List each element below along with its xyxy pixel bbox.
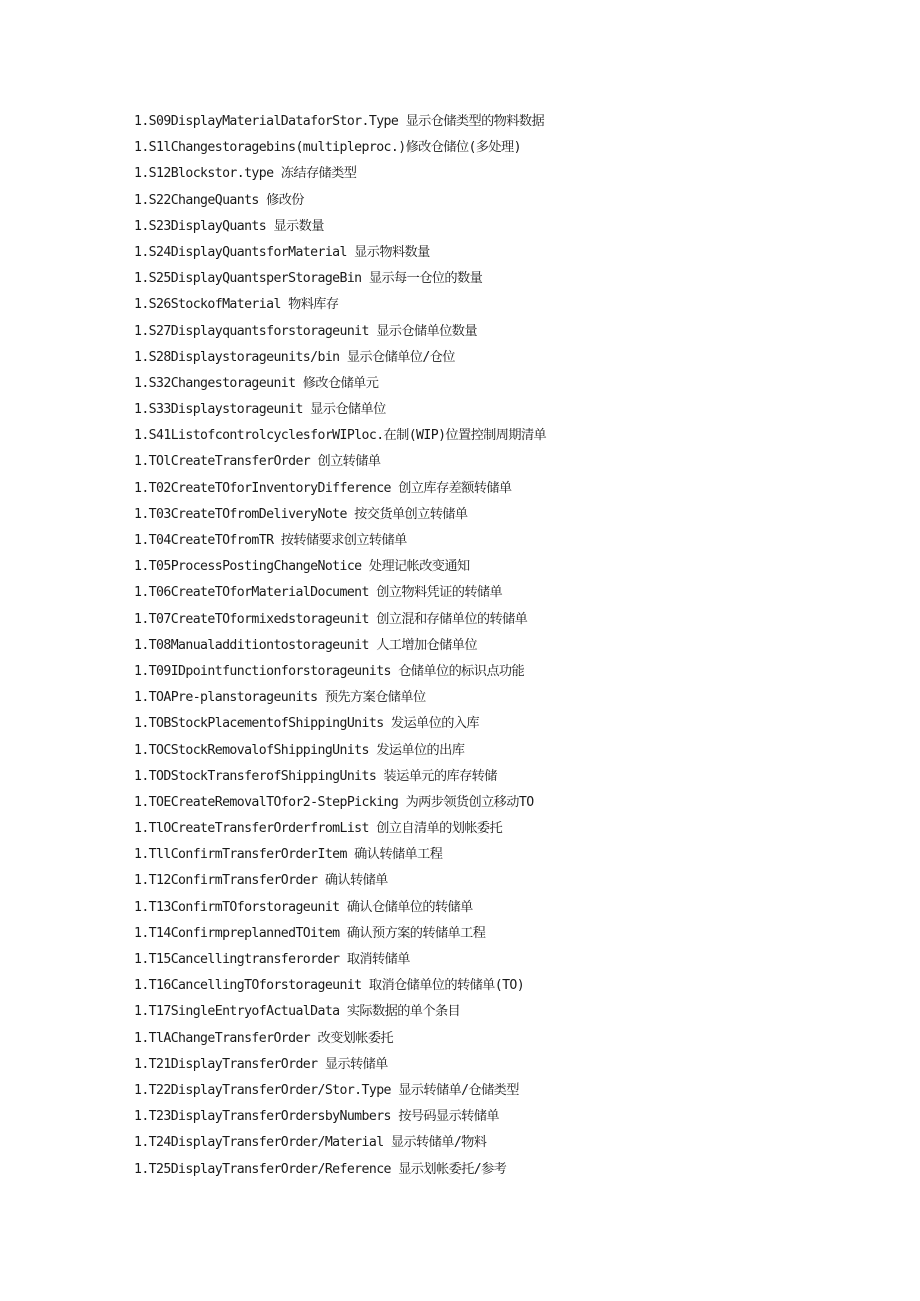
list-item: 1.TllConfirmTransferOrderItem 确认转储单工程 <box>134 847 443 863</box>
transaction-list <box>134 109 874 1183</box>
list-item: 1.TOBStockPlacementofShippingUnits 发运单位的入库 <box>134 716 479 732</box>
list-item: 1.S22ChangeQuants 修改份 <box>134 192 304 208</box>
list-item: 1.S33Displaystorageunit 显示仓储单位 <box>134 402 386 418</box>
list-item: 1.S25DisplayQuantsperStorageBin 显示每一仓位的数量 <box>134 271 483 287</box>
list-item: 1.TOAPre-planstorageunits 预先方案仓储单位 <box>134 690 426 706</box>
list-item: 1.T15Cancellingtransferorder 取消转储单 <box>134 952 410 967</box>
list-item: 1.T25DisplayTransferOrder/Reference 显示划帐委托/参考 <box>134 1161 507 1177</box>
list-item: 1.TlOCreateTransferOrderfromList 创立自清单的划帐委托 <box>134 821 503 837</box>
list-item: 1.S26StockofMaterial 物料库存 <box>134 297 339 313</box>
list-item: 1.T14ConfirmpreplannedTOitem 确认预方案的转储单工程 <box>134 925 486 941</box>
list-item: 1.S41ListofcontrolcyclesforWIPloc.在制(WIP)位置控制周期清单 <box>134 428 547 444</box>
list-item: 1.T08Manualadditiontostorageunit 人工增加仓储单位 <box>134 637 477 653</box>
list-item: 1.T06CreateTOforMaterialDocument 创立物料凭证的转储单 <box>134 585 503 601</box>
list-item: 1.T16CancellingTOforstorageunit 取消仓储单位的转储单(TO) <box>134 978 525 994</box>
list-item: 1.T12ConfirmTransferOrder 确认转储单 <box>134 873 388 889</box>
list-item: 1.T23DisplayTransferOrdersbyNumbers 按号码显示转储单 <box>134 1109 499 1125</box>
list-item: 1.T24DisplayTransferOrder/Material 显示转储单/物料 <box>134 1135 487 1151</box>
list-item: 1.S24DisplayQuantsforMaterial 显示物料数量 <box>134 244 430 260</box>
list-item: 1.T03CreateTOfromDeliveryNote 按交货单创立转储单 <box>134 506 468 522</box>
list-item: 1.TlAChangeTransferOrder 改变划帐委托 <box>134 1030 394 1046</box>
list-item: 1.S09DisplayMaterialDataforStor.Type 显示仓储类型的物料数据 <box>134 114 545 129</box>
list-item: 1.T22DisplayTransferOrder/Stor.Type 显示转储单/仓储类型 <box>134 1082 519 1098</box>
list-item: 1.S12Blockstor.type 冻结存储类型 <box>134 166 357 182</box>
list-item: 1.TOCStockRemovalofShippingUnits 发运单位的出库 <box>134 742 465 758</box>
list-item: 1.T05ProcessPostingChangeNotice 处理记帐改变通知 <box>134 559 470 575</box>
list-item: 1.T17SingleEntryofActualData 实际数据的单个条目 <box>134 1004 461 1020</box>
list-item: 1.T13ConfirmTOforstorageunit 确认仓储单位的转储单 <box>134 899 473 915</box>
list-item: 1.TODStockTransferofShippingUnits 装运单元的库存转储 <box>134 768 497 784</box>
list-item: 1.T09IDpointfunctionforstorageunits 仓储单位的标识点功能 <box>134 663 525 679</box>
list-item: 1.S28Displaystorageunits/bin 显示仓储单位/仓位 <box>134 349 455 365</box>
list-item: 1.S32Changestorageunit 修改仓储单元 <box>134 375 379 391</box>
list-item: 1.S1lChangestoragebins(multipleproc.)修改仓储位(多处理) <box>134 140 521 156</box>
list-item: 1.TOlCreateTransferOrder 创立转储单 <box>134 454 381 470</box>
list-item: 1.TOECreateRemovalTOfor2-StepPicking 为两步领货创立移动TO <box>134 794 534 810</box>
list-item: 1.S23DisplayQuants 显示数量 <box>134 218 324 234</box>
list-item: 1.T04CreateTOfromTR 按转储要求创立转储单 <box>134 533 407 548</box>
list-item: 1.T21DisplayTransferOrder 显示转储单 <box>134 1056 388 1072</box>
list-item: 1.S27Displayquantsforstorageunit 显示仓储单位数量 <box>134 323 477 339</box>
list-item: 1.T07CreateTOformixedstorageunit 创立混和存储单位的转储单 <box>134 611 528 627</box>
list-item: 1.T02CreateTOforInventoryDifference 创立库存差额转储单 <box>134 480 512 496</box>
